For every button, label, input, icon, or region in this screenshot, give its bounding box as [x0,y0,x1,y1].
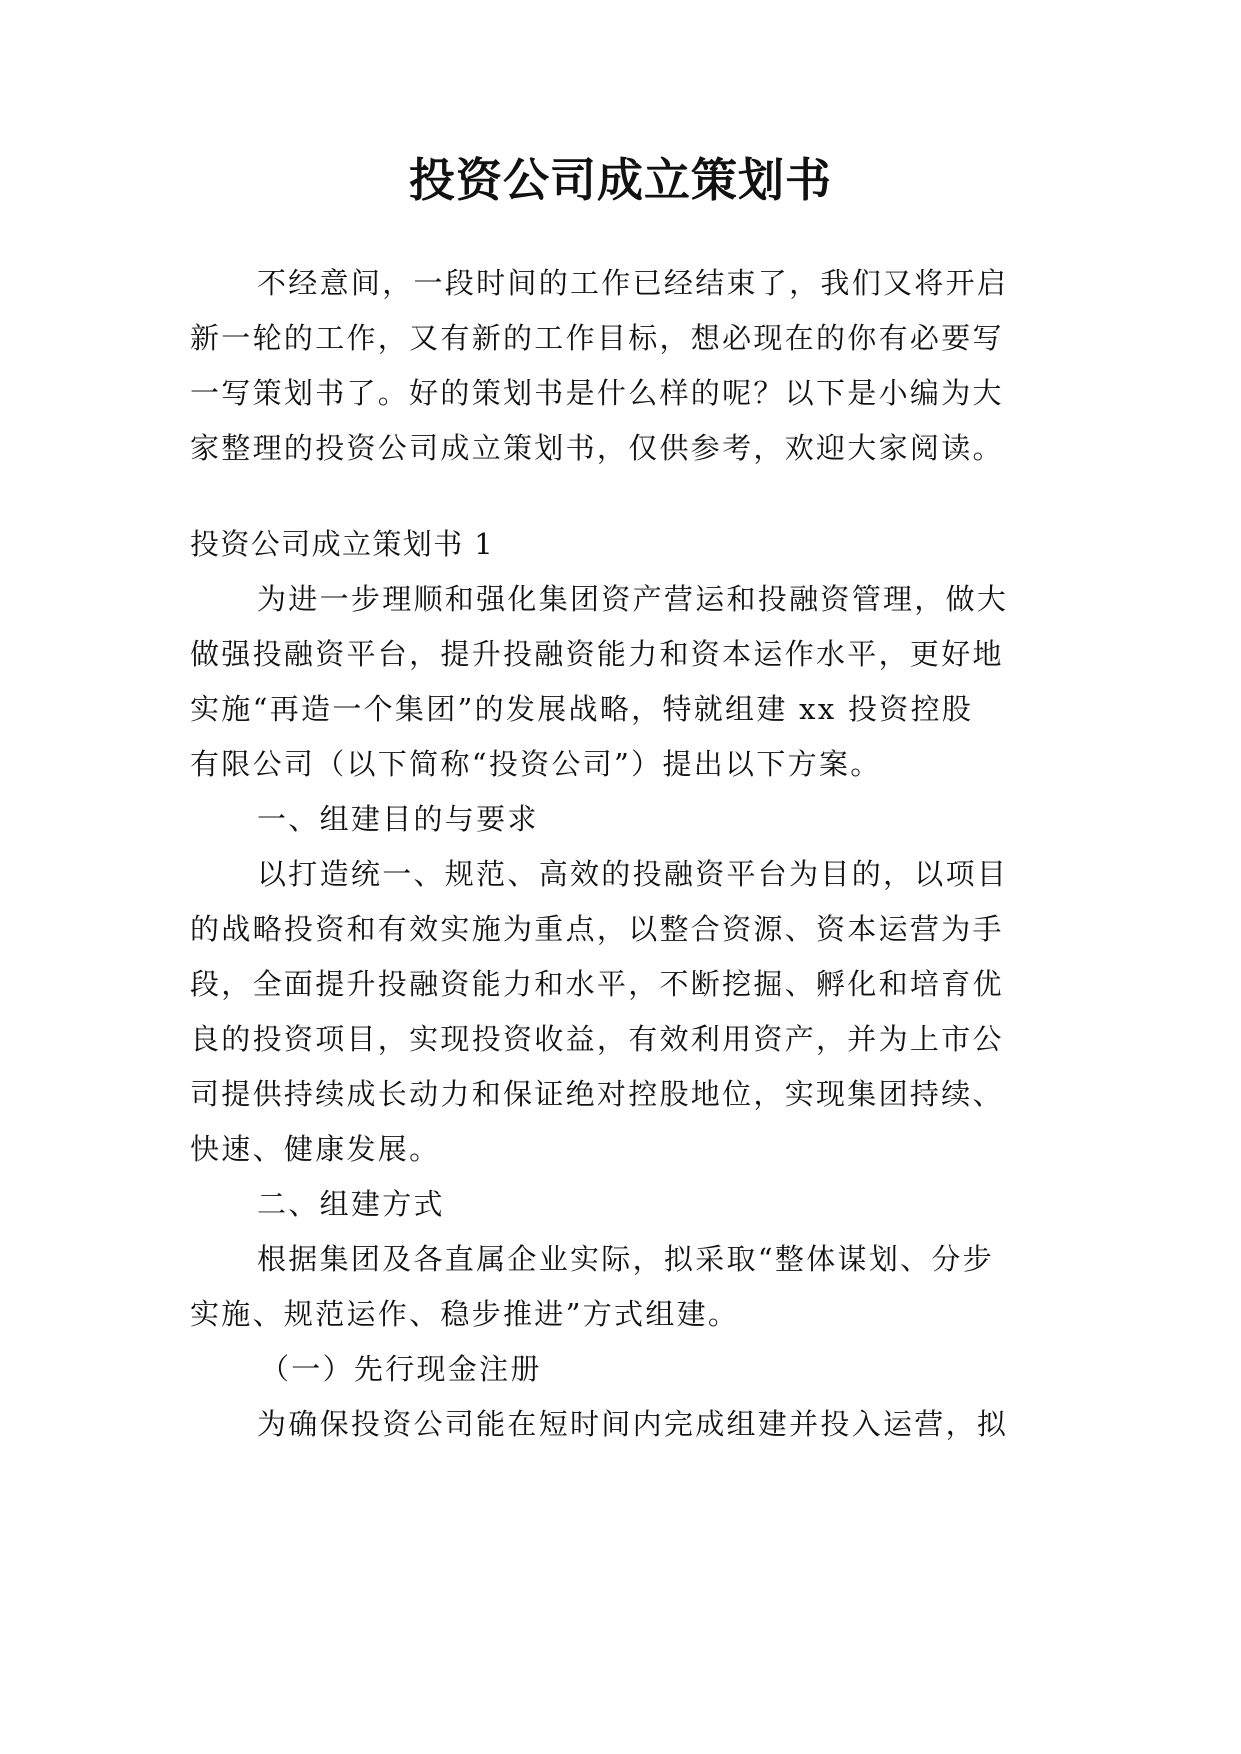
text-line: 新一轮的工作，又有新的工作目标，想必现在的你有必要写 [190,321,1004,355]
goals-paragraph [190,847,1070,1177]
heading-2-block [190,1177,1070,1232]
heading-2: 二、组建方式 [257,1187,445,1221]
text-line: 快速、健康发展。 [190,1132,441,1166]
text-line: 家整理的投资公司成立策划书，仅供参考，欢迎大家阅读。 [190,431,1004,465]
text-line: 实施“再造一个集团”的发展战略，特就组建 xx 投资控股 [190,692,974,726]
method-paragraph [190,1232,1070,1342]
heading-1: 一、组建目的与要求 [257,802,539,836]
text-line: 良的投资项目，实现投资收益，有效利用资产，并为上市公 [190,1022,1004,1056]
text-line: 不经意间，一段时间的工作已经结束了，我们又将开启 [257,266,1009,300]
text-line: 有限公司（以下简称“投资公司”）提出以下方案。 [190,747,882,781]
text-line: 为进一步理顺和强化集团资产营运和投融资管理，做大 [257,582,1009,616]
text-line: 司提供持续成长动力和保证绝对控股地位，实现集团持续、 [190,1077,1004,1111]
cash-paragraph [190,1397,1070,1452]
text-line: 段，全面提升投融资能力和水平，不断挖掘、孵化和培育优 [190,967,1004,1001]
text-line: 实施、规范运作、稳步推进”方式组建。 [190,1297,740,1331]
text-line: 一写策划书了。好的策划书是什么样的呢？以下是小编为大 [190,376,1004,410]
heading-2-1-block [190,1342,1070,1397]
heading-2-1: （一）先行现金注册 [260,1352,542,1386]
text-line: 为确保投资公司能在短时间内完成组建并投入运营，拟 [257,1407,1009,1441]
text-line: 以打造统一、规范、高效的投融资平台为目的，以项目 [257,857,1009,891]
purpose-paragraph [190,572,1070,792]
text-line: 做强投融资平台，提升投融资能力和资本运作水平，更好地 [190,637,1004,671]
text-line: 的战略投资和有效实施为重点，以整合资源、资本运营为手 [190,912,1004,946]
section-heading: 投资公司成立策划书 1 [190,527,495,561]
section-heading-block [190,517,1070,572]
heading-1-block [190,792,1070,847]
document-title: 投资公司成立策划书 [409,153,832,207]
text-line: 根据集团及各直属企业实际，拟采取“整体谋划、分步 [257,1242,995,1276]
intro-paragraph [190,256,1070,476]
